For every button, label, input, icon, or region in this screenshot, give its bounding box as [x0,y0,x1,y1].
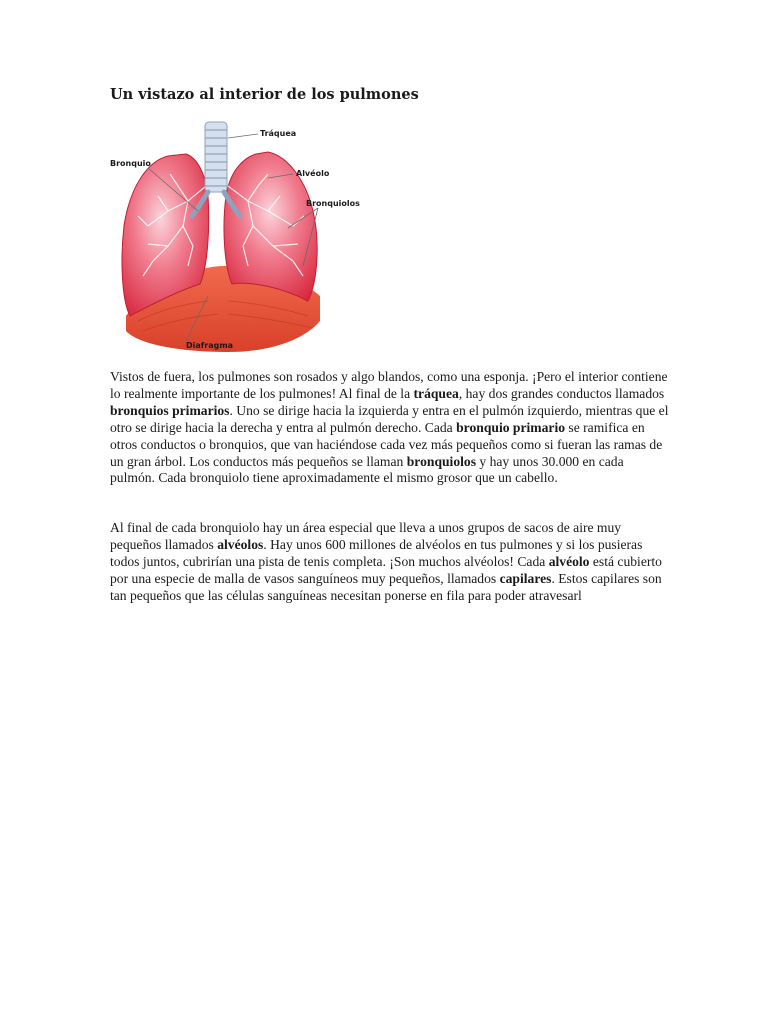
bronchioles-label: Bronquiolos [306,199,360,208]
paragraph-2-text: está cubierto por una especie de malla de vasos sanguíneos muy pequeños, llamados [110,553,662,586]
diaphragm-label: Diafragma [186,341,234,350]
alveolus-label: Alvéolo [296,169,330,178]
bronchus-label: Bronquio [110,159,151,168]
bold-term-primary-bronchi: bronquios primarios [110,402,230,418]
paragraph-2-text: Al final de cada bronquiolo hay un área especial que lleva a unos grupos de sacos de aire muy pequeños llamados [110,520,622,552]
lungs-illustration [108,116,368,356]
paragraph-2 [110,520,670,605]
trachea-label: Tráquea [260,129,297,138]
paragraph-1-text: y hay unos 30.000 en cada pulmón. Cada bronquiolo tiene aproximadamente el mismo grosor que un cabello. [110,453,624,486]
paragraph-1-text: , hay dos grandes conductos llamados [458,385,665,401]
bold-term-alveoli: alvéolos [217,536,264,552]
bold-term-capillaries: capilares [499,570,552,586]
bold-term-trachea: tráquea [413,385,459,401]
page-title: Un vistazo al interior de los pulmones [110,86,419,103]
paragraph-1-text: . Uno se dirige hacia la izquierda y entra en el pulmón izquierdo, mientras que el otro se dirige hacia la derecha y entra al pulmón derecho. Cada [110,402,669,435]
paragraph-1-text: se ramifica en otros conductos o bronquios, que van haciéndose cada vez más pequeños como si fueran las ramas de un gran árbol. Los conductos más pequeños se llaman [110,419,663,469]
bold-term-bronchioles: bronquiolos [406,453,476,469]
paragraph-1-text: Vistos de fuera, los pulmones son rosados y algo blandos, como una esponja. ¡Pero el interior contiene lo realmente importante de los pulmones! Al final de la [110,369,668,401]
paragraph-2-text: . Hay unos 600 millones de alvéolos en tus pulmones y si los pusieras todos juntos, cubrirían una pista de tenis completa. ¡Son muchos alvéolos! Cada [110,536,643,569]
paragraph-1 [110,369,670,487]
paragraph-2-text: . Estos capilares son tan pequeños que las células sanguíneas necesitan ponerse en fila para poder atravesarl [110,570,662,603]
bold-term-primary-bronchus: bronquio primario [456,419,566,435]
lungs-diagram [108,116,368,356]
bold-term-alveolus: alvéolo [548,553,590,569]
